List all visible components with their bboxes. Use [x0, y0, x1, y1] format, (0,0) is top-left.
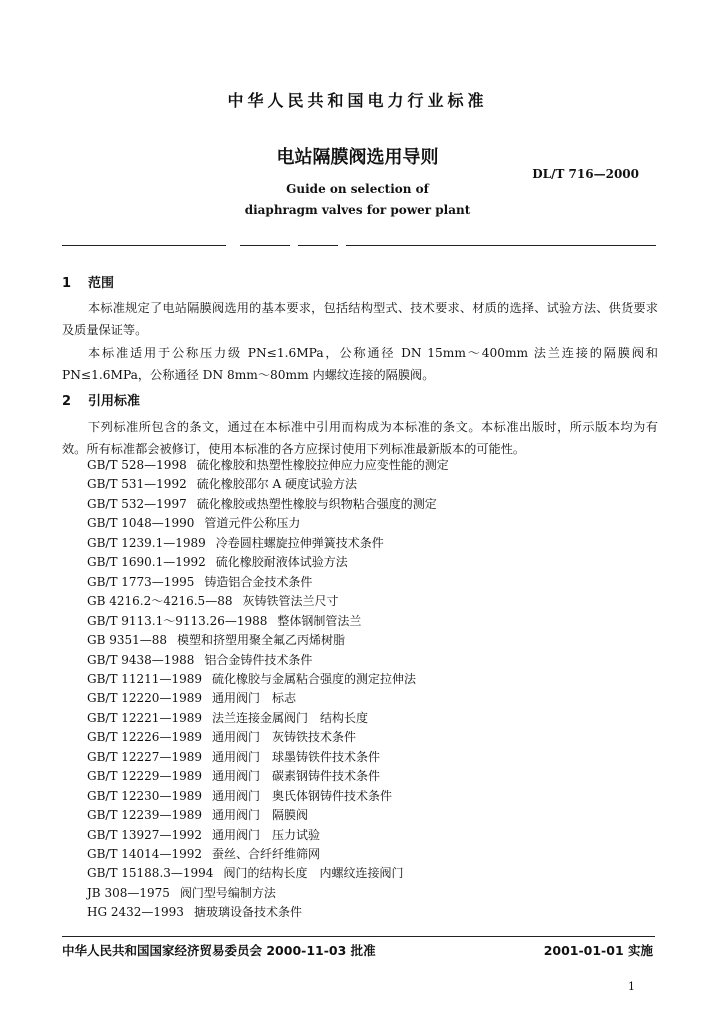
reference-item	[87, 514, 300, 533]
reference-code: GB/T 12226—1989	[87, 730, 202, 745]
reference-item	[87, 651, 312, 670]
section-number: 2	[62, 394, 72, 409]
reference-title: 铸造铝合金技术条件	[204, 574, 313, 589]
reference-item	[87, 903, 302, 922]
reference-item	[87, 884, 276, 903]
section-heading	[62, 272, 114, 291]
reference-item	[87, 787, 392, 806]
reference-item	[87, 631, 345, 650]
reference-item	[87, 670, 416, 689]
reference-code: GB/T 12239—1989	[87, 808, 202, 823]
title-divider	[62, 245, 226, 246]
reference-code: JB 308—1975	[87, 885, 170, 900]
reference-code: GB/T 528—1998	[87, 458, 187, 472]
reference-code: GB/T 9438—1988	[87, 652, 195, 667]
reference-item	[87, 456, 449, 475]
reference-item	[87, 495, 437, 514]
reference-code: GB/T 11211—1989	[87, 671, 202, 686]
reference-title: 冷卷圆柱螺旋拉伸弹簧技术条件	[215, 535, 384, 550]
reference-code: HG 2432—1993	[87, 905, 184, 920]
title-divider	[298, 245, 338, 246]
section-heading	[62, 390, 140, 409]
reference-code: GB 4216.2～4216.5—88	[87, 594, 233, 609]
reference-code: GB/T 1048—1990	[87, 516, 195, 531]
reference-code: GB/T 15188.3—1994	[87, 866, 214, 881]
reference-item	[87, 767, 380, 786]
reference-title: 模塑和挤塑用聚全氟乙丙烯树脂	[177, 633, 346, 648]
reference-item	[87, 728, 356, 747]
reference-title: 整体钢制管法兰	[277, 613, 362, 628]
reference-title: 硫化橡胶与金属粘合强度的测定拉伸法	[211, 671, 416, 686]
reference-item	[87, 592, 338, 611]
reference-item	[87, 709, 368, 728]
reference-title: 通用阀门 球墨铸铁件技术条件	[211, 749, 380, 764]
section-title: 引用标准	[88, 394, 141, 409]
reference-title: 阀门型号编制方法	[179, 885, 276, 900]
reference-code: GB/T 13927—1992	[87, 827, 202, 842]
reference-item	[87, 573, 312, 592]
reference-code: GB/T 12227—1989	[87, 749, 202, 764]
reference-item	[87, 475, 357, 494]
reference-item	[87, 689, 296, 708]
section-number: 1	[62, 276, 72, 291]
reference-title: 硫化橡胶或热塑性橡胶与织物粘合强度的测定	[196, 496, 437, 511]
reference-code: GB/T 531—1992	[87, 477, 187, 492]
section-title: 范围	[88, 276, 115, 291]
reference-title: 硫化橡胶和热塑性橡胶拉伸应力应变性能的测定	[196, 458, 449, 472]
reference-code: GB/T 12229—1989	[87, 769, 202, 784]
reference-title: 通用阀门 奥氏体钢铸件技术条件	[211, 788, 392, 803]
reference-item	[87, 748, 380, 767]
reference-item	[87, 826, 320, 845]
reference-code: GB/T 1773—1995	[87, 574, 195, 589]
reference-title: 灰铸铁管法兰尺寸	[242, 594, 339, 609]
reference-code: GB/T 12220—1989	[87, 691, 202, 706]
title-divider	[346, 245, 656, 246]
reference-title: 铝合金铸件技术条件	[204, 652, 313, 667]
reference-code: GB 9351—88	[87, 633, 168, 648]
reference-title: 硫化橡胶耐液体试验方法	[215, 555, 348, 570]
paragraph: 本标准适用于公称压力级 PN≤1.6MPa，公称通径 DN 15mm～400mm 法兰连接的隔膜阀和 PN≤1.6MPa，公称通径 DN 8mm～80mm 内螺纹连接的隔膜阀。	[62, 346, 658, 382]
reference-code: GB/T 9113.1～9113.26—1988	[87, 613, 268, 628]
reference-title: 通用阀门 隔膜阀	[211, 808, 308, 823]
reference-title: 通用阀门 灰铸铁技术条件	[211, 730, 356, 745]
reference-title: 搪玻璃设备技术条件	[193, 905, 302, 920]
implementation-date: 2001-01-01 实施	[543, 943, 653, 958]
reference-item	[87, 612, 361, 631]
english-title-line-2: diaphragm valves for power plant	[244, 203, 471, 217]
standard-code: DL/T 716—2000	[532, 167, 639, 181]
reference-code: GB/T 14014—1992	[87, 847, 202, 861]
approval-note: 中华人民共和国国家经济贸易委员会 2000-11-03 批准	[62, 943, 376, 958]
reference-code: GB/T 1690.1—1992	[87, 555, 206, 570]
paragraph: 下列标准所包含的条文，通过在本标准中引用而构成为本标准的条文。本标准出版时，所示版本均为有效。所有标准都会被修订，使用本标准的各方应探讨使用下列标准最新版本的可能性。	[62, 420, 658, 456]
reference-code: GB/T 12221—1989	[87, 710, 202, 725]
reference-title: 通用阀门 压力试验	[211, 827, 320, 842]
standard-header: 中华人民共和国电力行业标准	[227, 91, 488, 110]
reference-title: 蚕丝、合纤纤维筛网	[211, 847, 320, 861]
reference-title: 通用阀门 标志	[211, 691, 296, 706]
reference-item	[87, 864, 403, 883]
paragraph: 本标准规定了电站隔膜阀选用的基本要求，包括结构型式、技术要求、材质的选择、试验方法、供货要求及质量保证等。	[62, 301, 658, 337]
reference-item	[87, 806, 308, 825]
reference-title: 通用阀门 碳素钢铸件技术条件	[211, 769, 380, 784]
reference-item	[87, 845, 320, 864]
reference-title: 阀门的结构长度 内螺纹连接阀门	[223, 866, 404, 881]
reference-item	[87, 553, 348, 572]
reference-code: GB/T 1239.1—1989	[87, 535, 206, 550]
reference-item	[87, 534, 384, 553]
reference-title: 法兰连接金属阀门 结构长度	[211, 710, 368, 725]
document-title: 电站隔膜阀选用导则	[276, 147, 439, 168]
reference-title: 管道元件公称压力	[204, 516, 301, 531]
english-title-line-1: Guide on selection of	[286, 182, 429, 196]
page-number: 1	[628, 980, 635, 993]
reference-code: GB/T 12230—1989	[87, 788, 202, 803]
title-divider	[240, 245, 290, 246]
reference-title: 硫化橡胶邵尔 A 硬度试验方法	[196, 477, 358, 492]
reference-code: GB/T 532—1997	[87, 496, 187, 511]
footer-divider	[62, 936, 655, 937]
